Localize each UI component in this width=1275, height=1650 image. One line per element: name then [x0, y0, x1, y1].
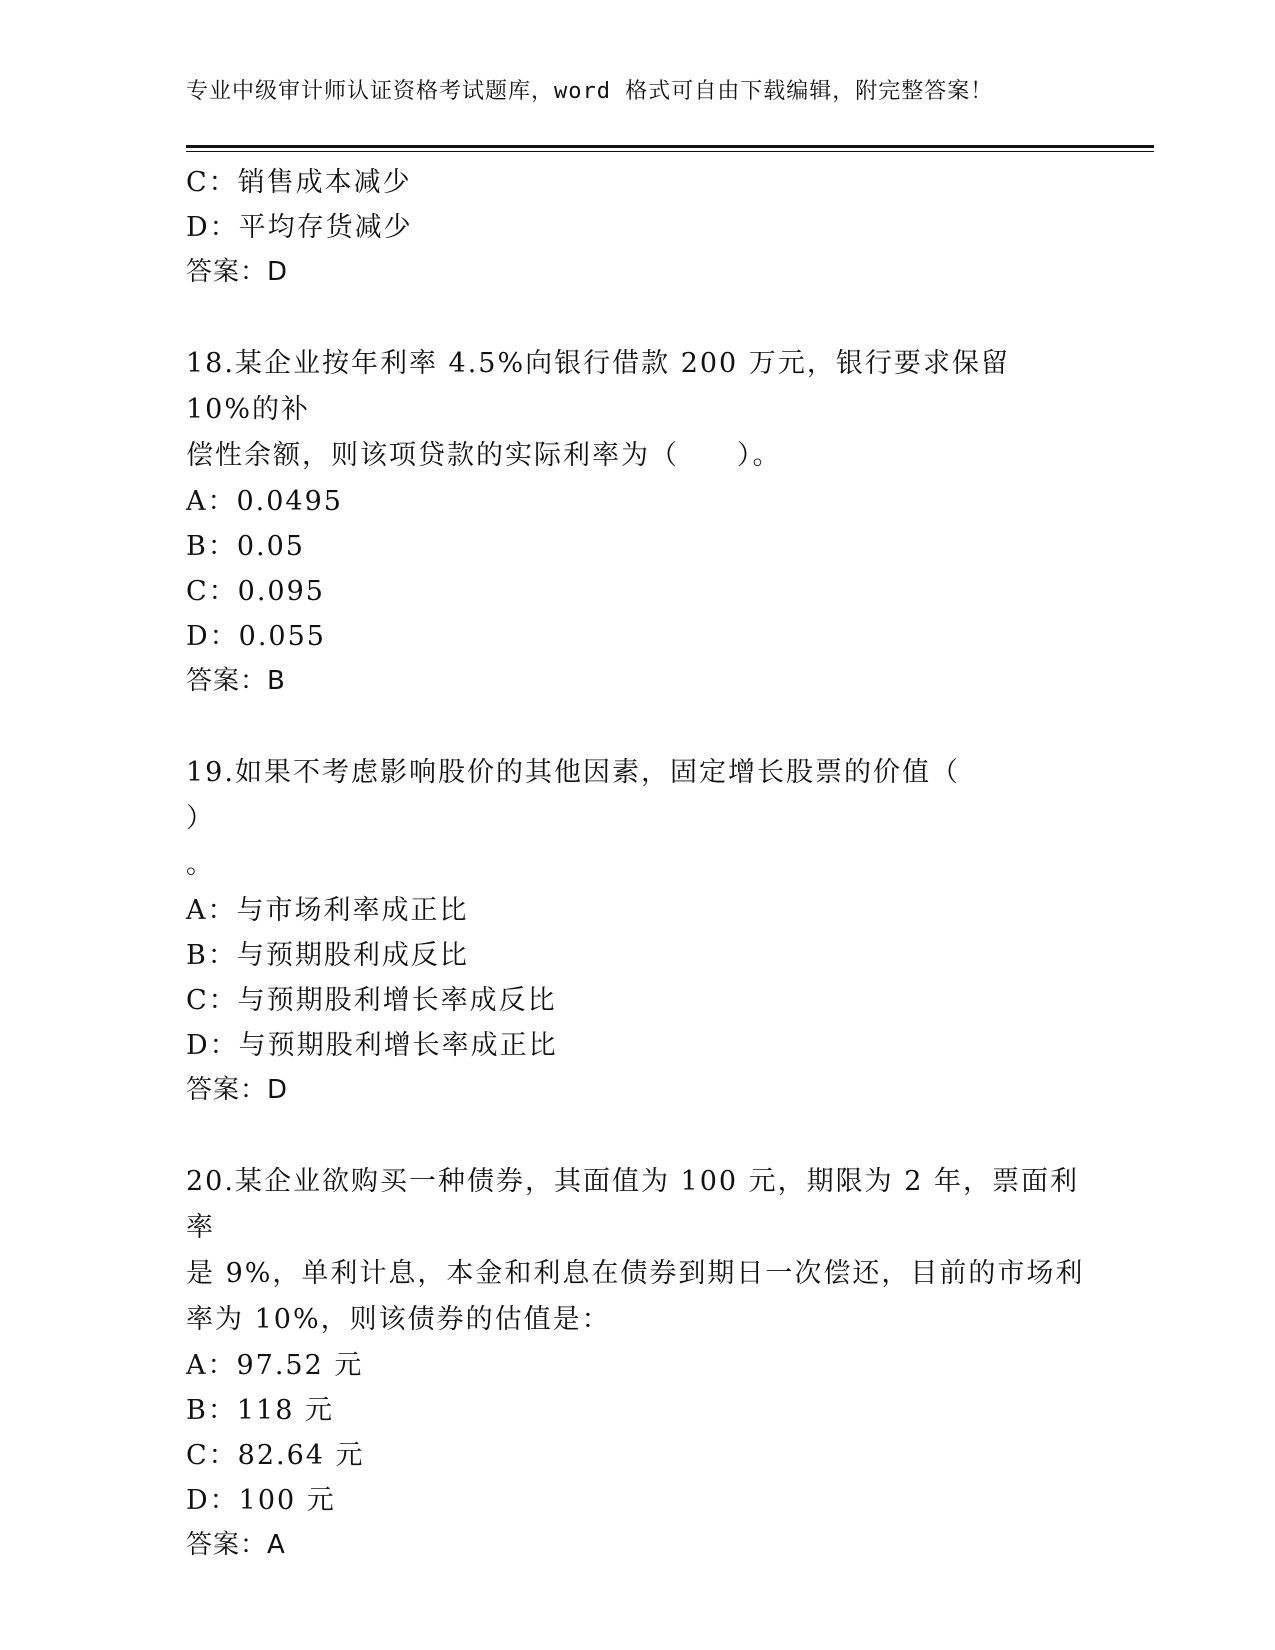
- question-17-tail: [186, 160, 1086, 295]
- question-20: [186, 1159, 1086, 1568]
- question-19: [186, 750, 1086, 1113]
- page-header: 专业中级审计师认证资格考试题库，word 格式可自由下载编辑，附完整答案！: [186, 79, 994, 104]
- option-a: A：与市场利率成正比: [186, 895, 469, 926]
- option-b: B：与预期股利成反比: [186, 940, 469, 971]
- question-stem-line: [186, 750, 1086, 842]
- answer: 答案：D: [186, 257, 289, 287]
- option-b: B：0.05: [186, 531, 305, 562]
- header-rule-thick: [186, 145, 1154, 148]
- question-list: [186, 160, 1086, 1568]
- option-a: A：97.52 元: [186, 1350, 364, 1381]
- question-stem-line: 18.某企业按年利率 4.5%向银行借款 200 万元，银行要求保留 10%的补: [186, 348, 1010, 425]
- stem-text: 19.如果不考虑影响股价的其他因素，固定增长股票的价值（: [186, 757, 960, 788]
- option-d: D：平均存货减少: [186, 212, 413, 243]
- question-stem-line: 率为 10%，则该债券的估值是：: [186, 1304, 611, 1335]
- option-d: D：0.055: [186, 621, 326, 652]
- option-c: C：0.095: [186, 576, 325, 607]
- option-b: B：118 元: [186, 1395, 334, 1426]
- question-18: [186, 341, 1086, 704]
- answer: 答案：A: [186, 1530, 286, 1560]
- question-stem-line: 偿性余额，则该项贷款的实际利率为（ ）。: [186, 440, 782, 471]
- option-a: A：0.0495: [186, 486, 343, 517]
- answer: 答案：D: [186, 1075, 289, 1105]
- question-stem-line: 是 9%，单利计息，本金和利息在债券到期日一次偿还，目前的市场利: [186, 1258, 1085, 1289]
- option-c: C：与预期股利增长率成反比: [186, 985, 557, 1016]
- option-c: C：销售成本减少: [186, 167, 412, 198]
- option-d: D：与预期股利增长率成正比: [186, 1030, 558, 1061]
- option-d: D：100 元: [186, 1485, 336, 1516]
- stem-paren-close: ）: [186, 803, 215, 834]
- option-c: C：82.64 元: [186, 1440, 365, 1471]
- answer: 答案：B: [186, 666, 286, 696]
- header-rule-thin: [186, 151, 1154, 152]
- question-stem-line: 。: [186, 849, 215, 880]
- question-stem-line: 20.某企业欲购买一种债券，其面值为 100 元，期限为 2 年，票面利率: [186, 1166, 1079, 1243]
